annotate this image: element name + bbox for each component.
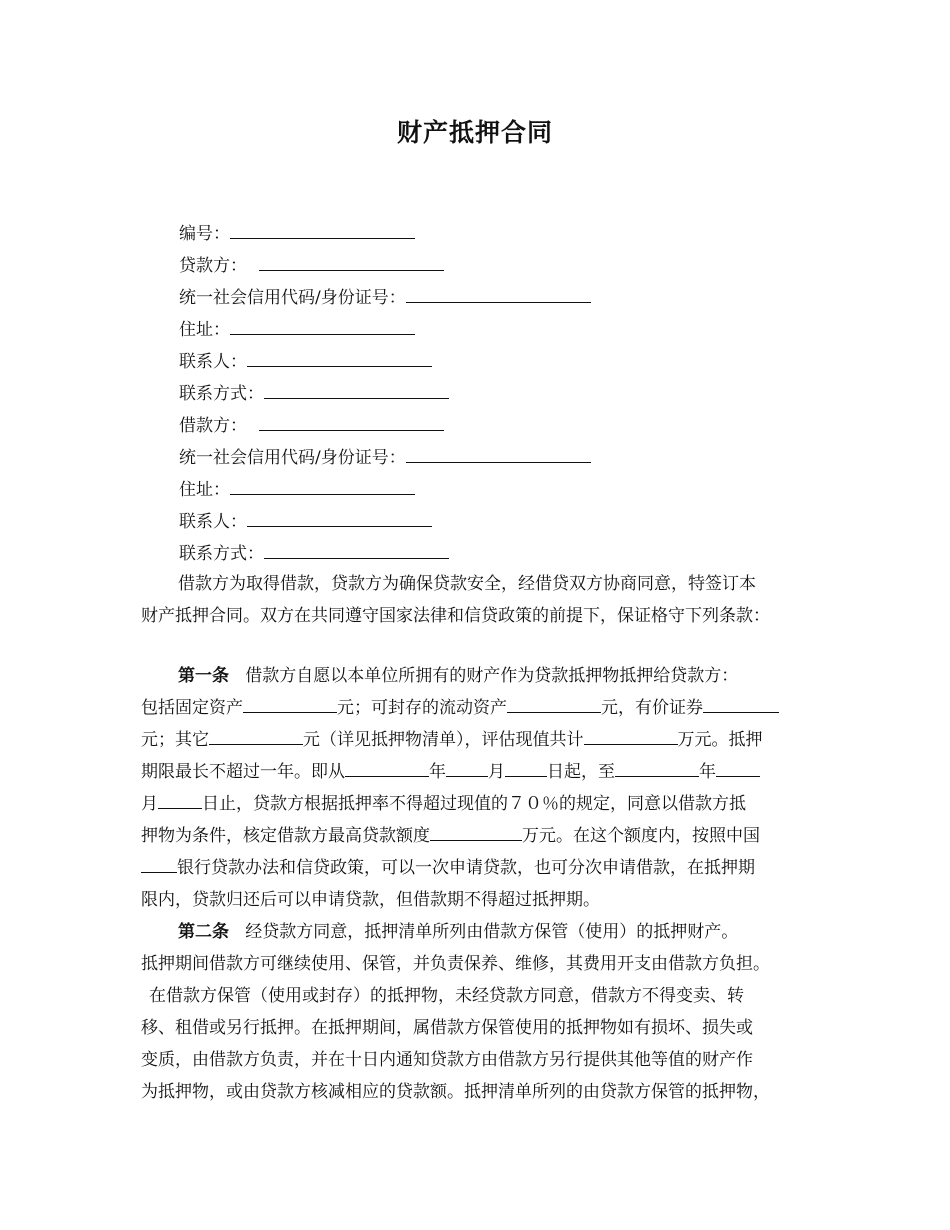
article-2-heading: 第二条	[178, 922, 229, 942]
article-1-line-5	[141, 788, 826, 820]
bank-policy-text: 银行贷款办法和信贷政策，可以一次申请贷款，也可分次申请借款，在抵押期	[177, 858, 755, 878]
start-month-label: 月	[488, 762, 505, 782]
lender-phone-field	[179, 382, 449, 404]
article-1-line-8: 限内，贷款归还后可以申请贷款，但借款期不得超过抵押期。	[141, 890, 600, 910]
current-assets-blank[interactable]	[507, 692, 601, 713]
article-1-heading: 第一条	[178, 666, 229, 686]
lender-credit-code-label: 统一社会信用代码/身份证号：	[179, 288, 406, 308]
borrower-field	[179, 414, 444, 436]
borrower-credit-code-blank[interactable]	[406, 446, 591, 463]
article-2-line-1	[141, 916, 826, 948]
article-1-line-1	[141, 660, 826, 692]
end-day-blank[interactable]	[158, 788, 202, 809]
lender-field	[179, 254, 444, 276]
lender-contact-field	[179, 350, 432, 372]
end-year-blank[interactable]	[615, 756, 699, 777]
article-1-text-1: 借款方自愿以本单位所拥有的财产作为贷款抵押物抵押给贷款方：	[245, 666, 739, 686]
end-year-label: 年	[699, 762, 716, 782]
article-1-line-2	[141, 692, 826, 724]
securities-label: 元，有价证券	[601, 698, 703, 718]
start-year-label: 年	[429, 762, 446, 782]
borrower-address-field	[179, 478, 415, 500]
securities-blank[interactable]	[703, 692, 779, 713]
borrower-credit-code-label: 统一社会信用代码/身份证号：	[179, 448, 406, 468]
article-1-line-6	[141, 820, 826, 852]
other-label: 元；其它	[141, 730, 209, 750]
other-blank[interactable]	[209, 724, 303, 745]
borrower-credit-code-field	[179, 446, 591, 468]
borrower-phone-label: 联系方式：	[179, 544, 264, 564]
lender-phone-blank[interactable]	[264, 382, 449, 399]
fixed-assets-blank[interactable]	[243, 692, 337, 713]
number-blank[interactable]	[230, 222, 415, 239]
lender-address-blank[interactable]	[230, 318, 415, 335]
article-2-line-5: 变质，由借款方负责，并在十日内通知贷款方由借款方另行提供其他等值的财产作	[141, 1050, 753, 1070]
intro-line-1: 借款方为取得借款，贷款方为确保贷款安全，经借贷双方协商同意，特签订本	[178, 574, 756, 594]
lender-blank[interactable]	[259, 254, 444, 271]
document-title: 财产抵押合同	[396, 118, 553, 147]
borrower-label: 借款方：	[179, 416, 247, 436]
start-day-blank[interactable]	[505, 756, 547, 777]
end-month-label: 月	[141, 794, 158, 814]
article-1-line-3	[141, 724, 826, 756]
borrower-address-blank[interactable]	[230, 478, 415, 495]
borrower-contact-field	[179, 510, 432, 532]
valuation-label: 元（详见抵押物清单），评估现值共计	[303, 730, 584, 750]
intro-line-2: 财产抵押合同。双方在共同遵守国家法律和信贷政策的前提下，保证格守下列条款：	[141, 606, 770, 626]
lender-address-label: 住址：	[179, 320, 230, 340]
article-2-text-1: 经贷款方同意，抵押清单所列由借款方保管（使用）的抵押财产。	[245, 922, 739, 942]
end-month-blank[interactable]	[716, 756, 760, 777]
max-loan-blank[interactable]	[430, 820, 522, 841]
fixed-assets-label: 包括固定资产	[141, 698, 243, 718]
article-1-line-4	[141, 756, 826, 788]
lender-credit-code-field	[179, 286, 591, 308]
article-2-line-6: 为抵押物，或由贷款方核减相应的贷款额。抵押清单所列的由贷款方保管的抵押物，	[141, 1082, 770, 1102]
article-2-line-2: 抵押期间借款方可继续使用、保管，并负责保养、维修，其费用开支由借款方负担。	[141, 954, 770, 974]
mortgage-term-label: 万元。抵押	[677, 730, 763, 750]
term-start-label: 期限最长不超过一年。即从	[141, 762, 345, 782]
lender-credit-code-blank[interactable]	[406, 286, 591, 303]
article-1	[141, 660, 826, 916]
article-1-line-7	[141, 852, 826, 884]
start-year-blank[interactable]	[345, 756, 429, 777]
lender-address-field	[179, 318, 415, 340]
valuation-blank[interactable]	[584, 724, 678, 745]
mortgage-rate-text: 日止，贷款方根据抵押率不得超过现值的７０％的规定，同意以借款方抵	[202, 794, 746, 814]
intro-paragraph	[141, 568, 826, 632]
bank-name-blank[interactable]	[141, 852, 177, 873]
lender-label: 贷款方：	[179, 256, 247, 276]
number-label: 编号：	[179, 224, 230, 244]
borrower-contact-blank[interactable]	[247, 510, 432, 527]
lender-contact-label: 联系人：	[179, 352, 247, 372]
borrower-phone-field	[179, 542, 449, 564]
current-assets-label: 元；可封存的流动资产	[337, 698, 507, 718]
article-2	[141, 916, 826, 1108]
borrower-contact-label: 联系人：	[179, 512, 247, 532]
borrower-blank[interactable]	[259, 414, 444, 431]
start-month-blank[interactable]	[446, 756, 488, 777]
max-loan-label: 押物为条件，核定借款方最高贷款额度	[141, 826, 430, 846]
number-field	[179, 222, 415, 244]
max-loan-unit-text: 万元。在这个额度内，按照中国	[522, 826, 760, 846]
lender-phone-label: 联系方式：	[179, 384, 264, 404]
start-day-label: 日起，至	[547, 762, 615, 782]
article-2-line-3: 在借款方保管（使用或封存）的抵押物，未经贷款方同意，借款方不得变卖、转	[149, 986, 744, 1006]
borrower-address-label: 住址：	[179, 480, 230, 500]
borrower-phone-blank[interactable]	[264, 542, 449, 559]
article-2-line-4: 移、租借或另行抵押。在抵押期间，属借款方保管使用的抵押物如有损坏、损失或	[141, 1018, 753, 1038]
lender-contact-blank[interactable]	[247, 350, 432, 367]
